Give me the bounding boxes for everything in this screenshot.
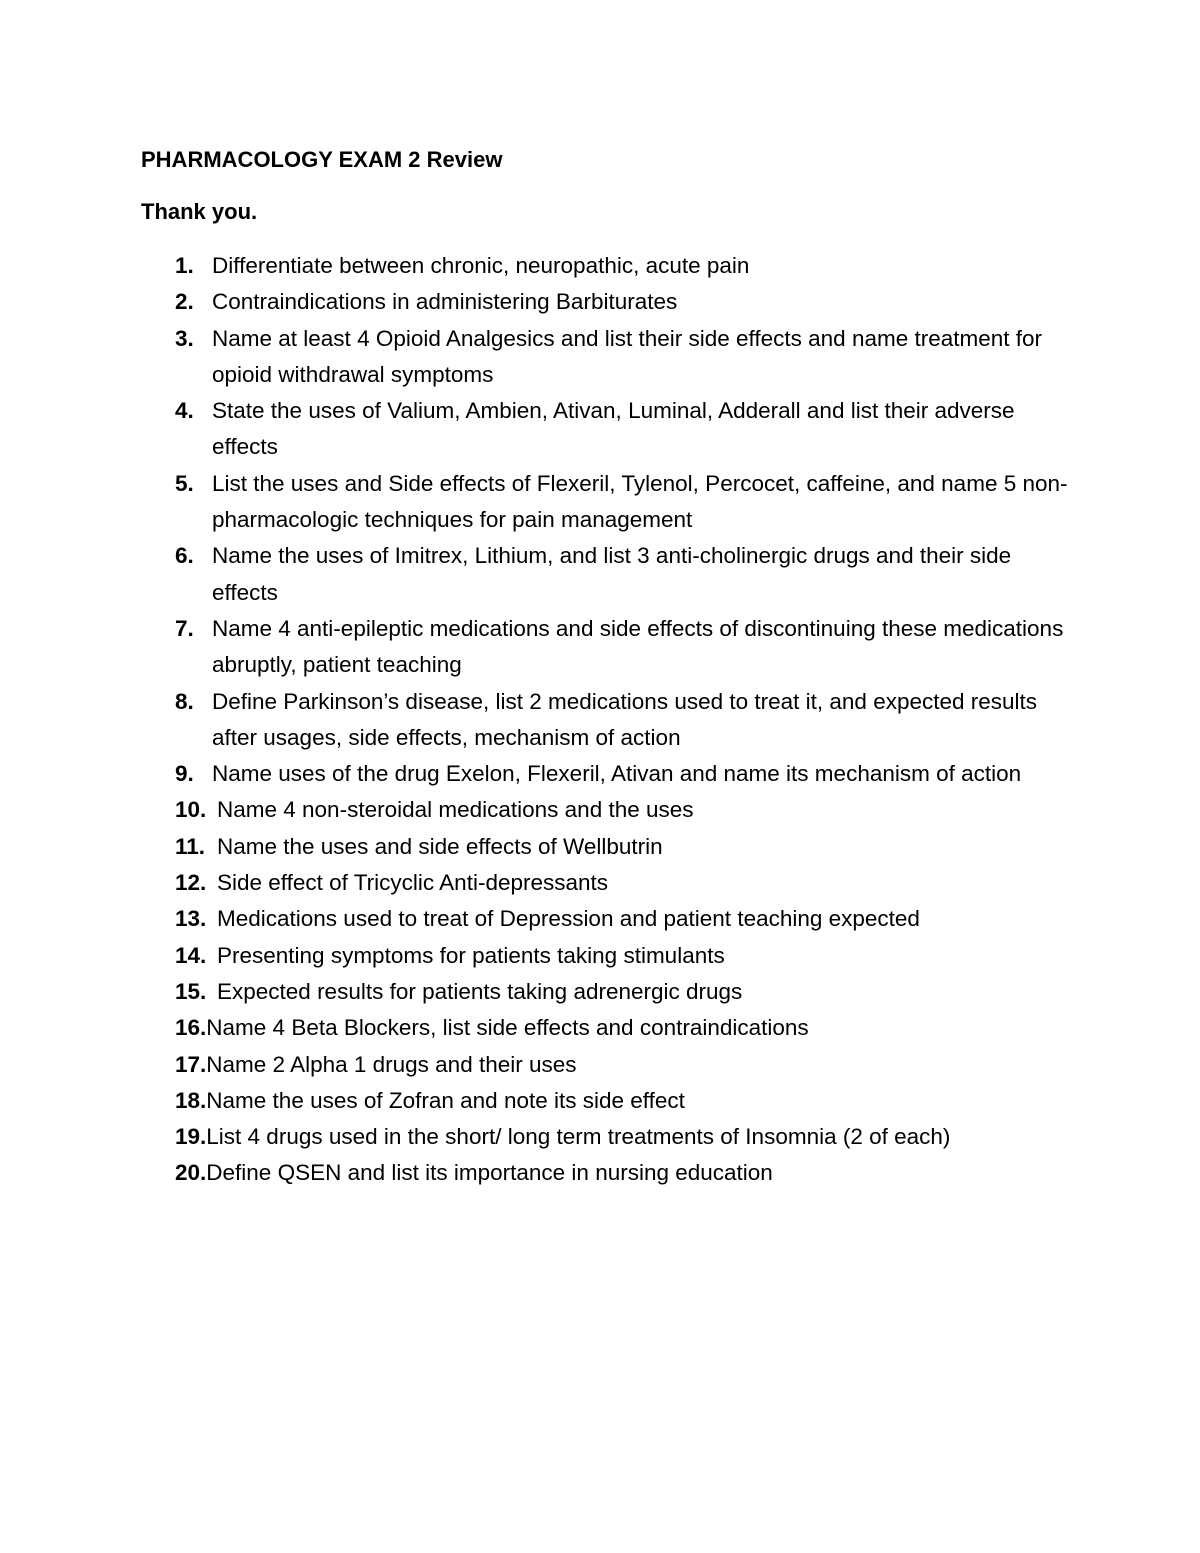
list-item	[141, 284, 1081, 320]
list-item	[141, 829, 1081, 865]
question-list	[141, 248, 1081, 1192]
list-item-text: List 4 drugs used in the short/ long term treatments of Insomnia (2 of each)	[206, 1124, 951, 1150]
list-item	[141, 901, 1081, 937]
list-item-text: List the uses and Side effects of Flexeril, Tylenol, Percocet, caffeine, and name 5 non-pharmacologic techniques for pain management	[212, 470, 1068, 533]
list-item-text: Define QSEN and list its importance in nursing education	[206, 1160, 773, 1186]
list-item	[141, 393, 1081, 466]
list-item-text: Presenting symptoms for patients taking stimulants	[217, 942, 725, 968]
list-item-number: 5.	[175, 470, 194, 496]
list-item-number: 10.	[175, 797, 207, 823]
list-item-text: Name the uses and side effects of Wellbutrin	[217, 833, 663, 859]
list-item-text: Name 4 non-steroidal medications and the uses	[217, 797, 694, 823]
list-item-number: 20.	[175, 1160, 207, 1186]
list-item-text: Differentiate between chronic, neuropathic, acute pain	[212, 253, 750, 278]
list-item-number: 1.	[175, 253, 194, 278]
list-item-number: 11.	[175, 833, 206, 859]
list-item-number: 14.	[175, 942, 207, 968]
list-item-text: Name 4 Beta Blockers, list side effects and contraindications	[206, 1015, 809, 1041]
list-item	[141, 1083, 1081, 1119]
list-item-number: 12.	[175, 870, 207, 896]
list-item-text: Medications used to treat of Depression and patient teaching expected	[217, 906, 920, 932]
list-item-text: Side effect of Tricyclic Anti-depressants	[217, 870, 609, 896]
list-item	[141, 1155, 1081, 1191]
document-title: PHARMACOLOGY EXAM 2 Review	[141, 147, 503, 172]
list-item-text: Expected results for patients taking adrenergic drugs	[217, 978, 743, 1004]
list-item	[141, 1010, 1081, 1046]
list-item-text: Name 4 anti-epileptic medications and side effects of discontinuing these medications abruptly, patient teaching	[212, 615, 1064, 678]
list-item-text: Name 2 Alpha 1 drugs and their uses	[206, 1051, 577, 1077]
list-item	[141, 974, 1081, 1010]
list-item	[141, 1047, 1081, 1083]
list-item-number: 18.	[175, 1087, 207, 1113]
list-item-text: Name the uses of Zofran and note its side effect	[206, 1087, 685, 1113]
list-item-number: 7.	[175, 615, 194, 641]
list-item	[141, 321, 1081, 394]
list-item	[141, 611, 1081, 684]
document-subtitle: Thank you.	[141, 199, 258, 224]
list-item	[141, 466, 1081, 539]
list-item-number: 17.	[175, 1051, 207, 1077]
list-item-number: 19.	[175, 1124, 207, 1150]
list-item-text: Name at least 4 Opioid Analgesics and list their side effects and name treatment for opioid withdrawal symptoms	[212, 325, 1043, 387]
list-item	[141, 1119, 1081, 1155]
list-item	[141, 756, 1081, 792]
list-item-number: 3.	[175, 325, 194, 351]
list-item-number: 4.	[175, 398, 194, 424]
list-item-number: 8.	[175, 688, 194, 714]
list-item-text: Contraindications in administering Barbiturates	[212, 289, 678, 315]
list-item	[141, 865, 1081, 901]
list-item	[141, 684, 1081, 757]
list-item	[141, 938, 1081, 974]
list-item	[141, 792, 1081, 828]
list-item-text: Name uses of the drug Exelon, Flexeril, Ativan and name its mechanism of action	[212, 761, 1022, 787]
list-item-number: 15.	[175, 978, 207, 1004]
list-item-number: 2.	[175, 289, 194, 315]
list-item-text: Define Parkinson’s disease, list 2 medications used to treat it, and expected results after usages, side effects, mechanism of action	[212, 688, 1038, 750]
list-item-text: Name the uses of Imitrex, Lithium, and list 3 anti-cholinergic drugs and their side effects	[212, 543, 1012, 605]
list-item-number: 9.	[175, 761, 194, 787]
list-item-text: State the uses of Valium, Ambien, Ativan, Luminal, Adderall and list their adverse effects	[212, 398, 1015, 460]
list-item-number: 13.	[175, 906, 207, 932]
list-item-number: 16.	[175, 1015, 207, 1041]
list-item-number: 6.	[175, 543, 194, 569]
list-item	[141, 248, 1081, 284]
list-item	[141, 538, 1081, 611]
